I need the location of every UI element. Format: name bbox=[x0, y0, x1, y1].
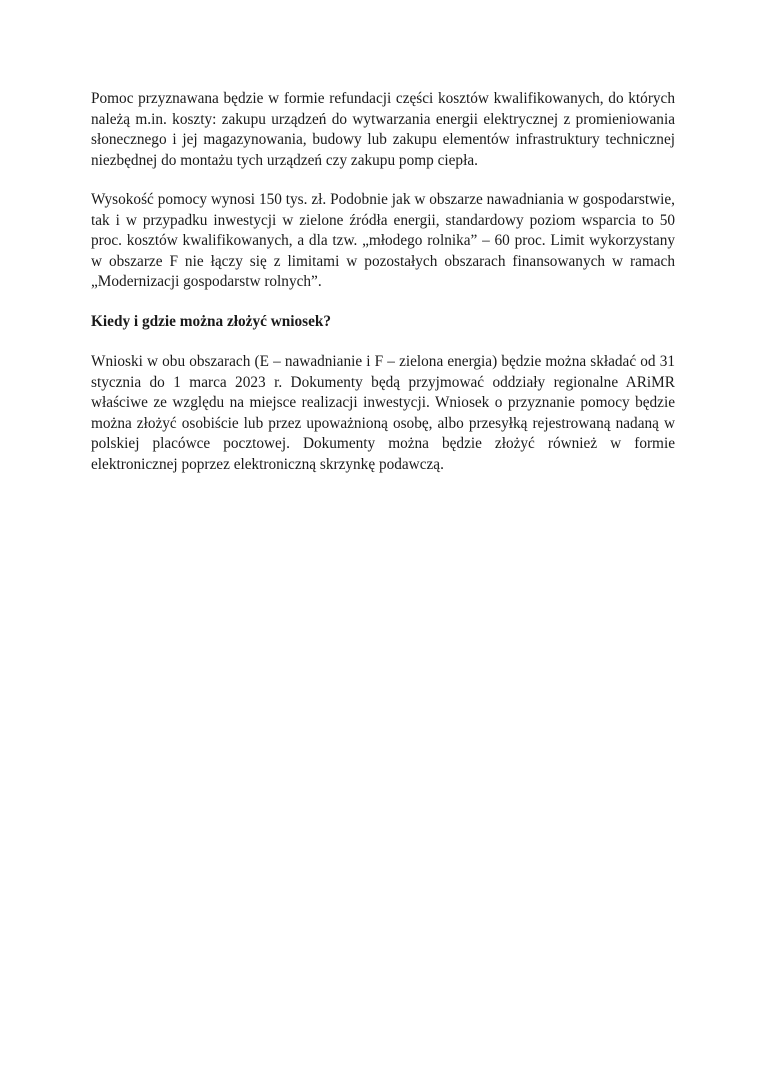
paragraph-application-info: Wnioski w obu obszarach (E – nawadnianie i F – zielona energia) będzie można składać od 31 stycznia do 1 marca 2023 r. Dokumenty będą przyjmować oddziały regionalne ARiMR właściwe ze względu na miejsce realizacji inwestycji. Wniosek o przyznanie pomocy będzie można złożyć osobiście lub przez upoważnioną osobę, albo przesyłką rejestrowaną nadaną w polskiej placówce pocztowej. Dokumenty można będzie złożyć również w formie elektronicznej poprzez elektroniczną skrzynkę podawczą. bbox=[91, 353, 675, 473]
paragraph-support-amount: Wysokość pomocy wynosi 150 tys. zł. Podobnie jak w obszarze nawadniania w gospodarstwie, tak i w przypadku inwestycji w zielone źródła energii, standardowy poziom wsparcia to 50 proc. kosztów kwalifikowanych, a dla tzw. „młodego rolnika” – 60 proc. Limit wykorzystany w obszarze F nie łączy się z limitami w pozostałych obszarach finansowanych w ramach „Modernizacji gospodarstw rolnych”. bbox=[91, 191, 675, 290]
document-body bbox=[91, 89, 675, 494]
paragraph-eligible-costs: Pomoc przyznawana będzie w formie refundacji części kosztów kwalifikowanych, do których należą m.in. koszty: zakupu urządzeń do wytwarzania energii elektrycznej z promieniowania słonecznego i jej magazynowania, budowy lub zakupu elementów infrastruktury technicznej niezbędnej do montażu tych urządzeń czy zakupu pomp ciepła. bbox=[91, 90, 675, 169]
section-heading: Kiedy i gdzie można złożyć wniosek? bbox=[91, 312, 332, 330]
